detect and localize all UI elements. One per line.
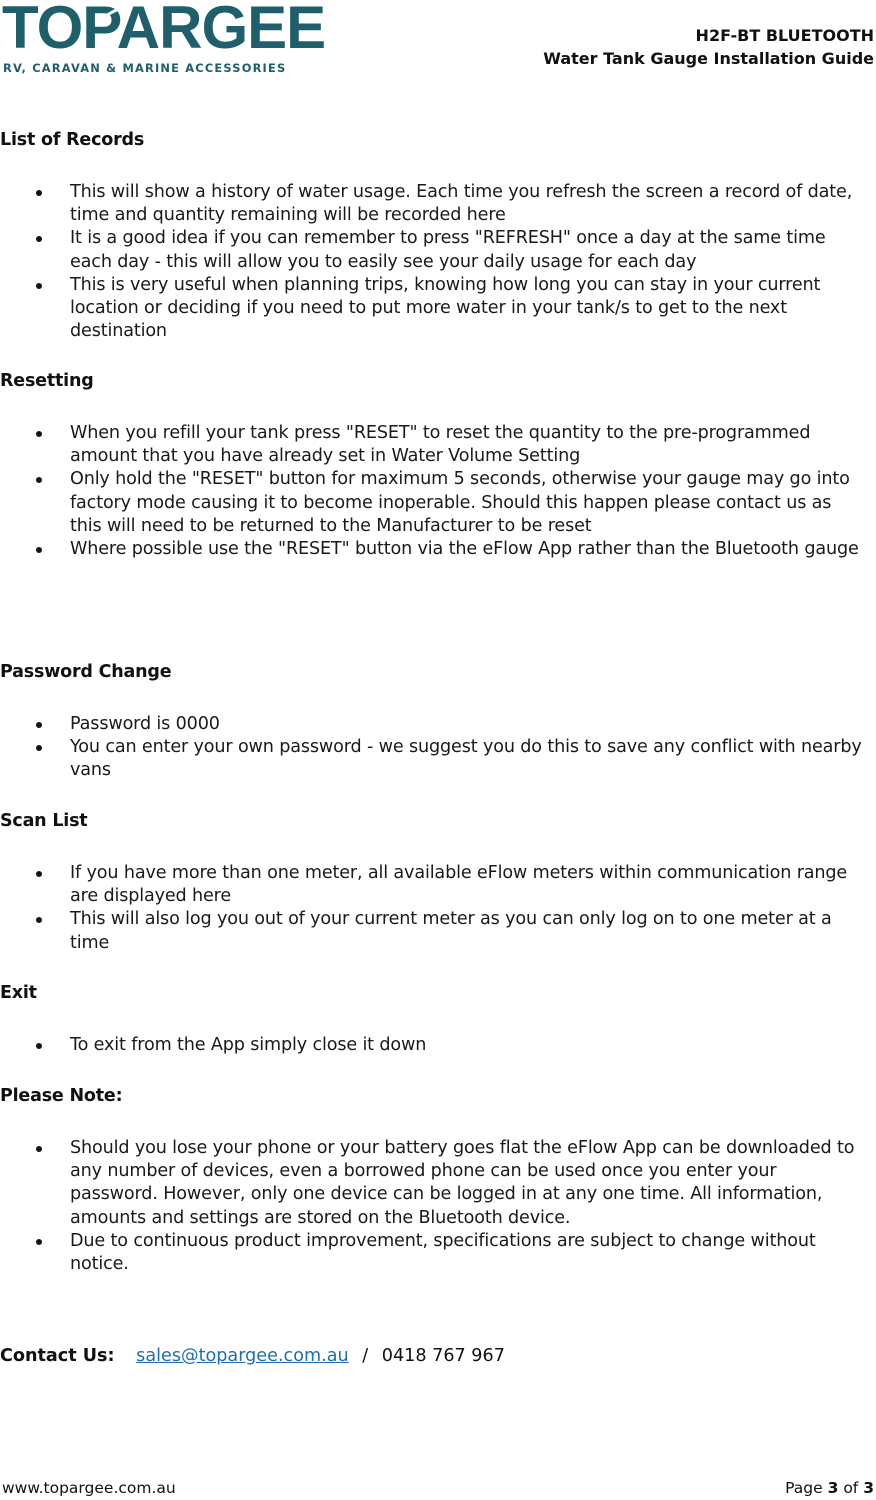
- section-scan-list: [0, 810, 876, 955]
- bullet-icon: [36, 722, 42, 728]
- product-model: H2F-BT BLUETOOTH: [695, 26, 874, 45]
- section-heading: List of Records: [0, 130, 145, 150]
- list-item: It is a good idea if you can remember to press "REFRESH" once a day at the same time each day - this will allow you to easily see your daily usage for each day: [0, 227, 876, 273]
- section-heading: Scan List: [0, 811, 88, 831]
- contact-label: Contact Us:: [0, 1346, 115, 1366]
- bullet-list: [0, 862, 876, 955]
- bullet-icon: [36, 431, 42, 437]
- bullet-icon: [36, 745, 42, 751]
- bullet-icon: [36, 236, 42, 242]
- bullet-list: [0, 1034, 876, 1057]
- section-please-note: [0, 1085, 876, 1276]
- list-item: Only hold the "RESET" button for maximum 5 seconds, otherwise your gauge may go into factory mode causing it to become inoperable. Should this happen please contact us as this will need to be returned to the Manufacturer to be reset: [0, 468, 876, 538]
- list-item: This will also log you out of your current meter as you can only log on to one meter at a time: [0, 908, 876, 954]
- logo-tagline: RV, CARAVAN & MARINE ACCESSORIES: [3, 61, 287, 75]
- list-item: Due to continuous product improvement, specifications are subject to change without notice.: [0, 1230, 876, 1276]
- bullet-icon: [36, 871, 42, 877]
- contact-email-link[interactable]: sales@topargee.com.au: [136, 1346, 349, 1366]
- section-heading: Resetting: [0, 371, 94, 391]
- footer-website: www.topargee.com.au: [2, 1479, 176, 1497]
- footer-page-number: [785, 1479, 874, 1497]
- document-header: [543, 24, 874, 70]
- document-title: Water Tank Gauge Installation Guide: [543, 49, 874, 68]
- bullet-icon: [36, 1146, 42, 1152]
- section-heading: Exit: [0, 983, 37, 1003]
- bullet-list: [0, 1137, 876, 1276]
- bullet-icon: [36, 190, 42, 196]
- logo-swoosh-icon: [98, 2, 158, 22]
- bullet-list: [0, 422, 876, 561]
- list-item: Where possible use the "RESET" button via the eFlow App rather than the Bluetooth gauge: [0, 538, 876, 561]
- section-resetting: [0, 370, 876, 561]
- brand-logo: [2, 0, 326, 80]
- bullet-icon: [36, 917, 42, 923]
- logo-wordmark: TOPARGEE: [2, 0, 326, 61]
- bullet-list: [0, 181, 876, 343]
- contact-line: [0, 1345, 505, 1368]
- list-item: You can enter your own password - we suggest you do this to save any conflict with nearby vans: [0, 736, 876, 782]
- contact-separator: /: [362, 1346, 369, 1366]
- section-heading: Password Change: [0, 662, 172, 682]
- bullet-icon: [36, 283, 42, 289]
- list-item: To exit from the App simply close it down: [0, 1034, 876, 1057]
- list-item: When you refill your tank press "RESET" to reset the quantity to the pre-programmed amount that you have already set in Water Volume Setting: [0, 422, 876, 468]
- bullet-list: [0, 713, 876, 783]
- bullet-icon: [36, 547, 42, 553]
- page-of: of: [843, 1479, 859, 1497]
- contact-phone: 0418 767 967: [381, 1346, 505, 1366]
- section-list-of-records: [0, 129, 876, 343]
- section-exit: [0, 982, 876, 1057]
- list-item: This is very useful when planning trips, knowing how long you can stay in your current location or deciding if you need to put more water in your tank/s to get to the next destination: [0, 274, 876, 344]
- section-password-change: [0, 661, 876, 783]
- list-item: If you have more than one meter, all available eFlow meters within communication range are displayed here: [0, 862, 876, 908]
- bullet-icon: [36, 477, 42, 483]
- list-item: This will show a history of water usage. Each time you refresh the screen a record of date, time and quantity remaining will be recorded here: [0, 181, 876, 227]
- page-prefix: Page: [785, 1479, 823, 1497]
- list-item: Password is 0000: [0, 713, 876, 736]
- bullet-icon: [36, 1043, 42, 1049]
- page-total: 3: [863, 1479, 874, 1497]
- section-heading: Please Note:: [0, 1086, 123, 1106]
- page-current: 3: [827, 1479, 839, 1497]
- bullet-icon: [36, 1239, 42, 1245]
- list-item: Should you lose your phone or your battery goes flat the eFlow App can be downloaded to any number of devices, even a borrowed phone can be used once you enter your password. However, only one device can be logged in at any one time. All information, amounts and settings are stored on the Bluetooth device.: [0, 1137, 876, 1230]
